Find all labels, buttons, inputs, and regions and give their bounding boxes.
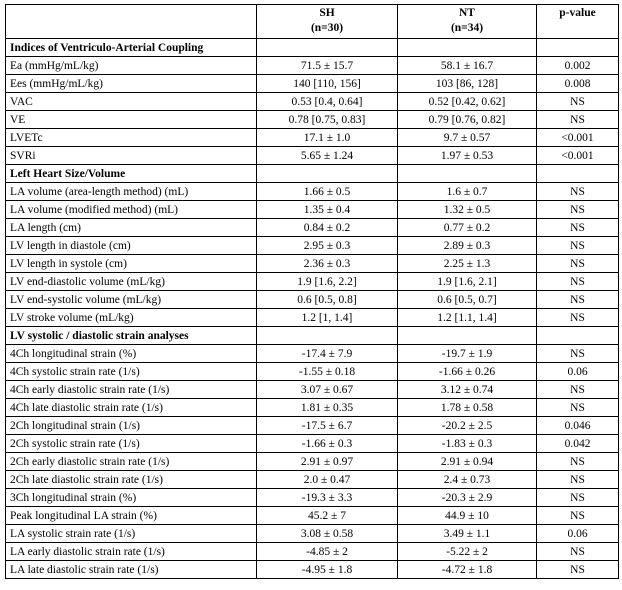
table-row	[6, 453, 619, 471]
row-label: LVETc	[6, 129, 257, 147]
table-header	[6, 5, 619, 39]
table-row	[6, 273, 619, 291]
nt-value: 1.78 ± 0.58	[398, 399, 537, 417]
table-row	[6, 219, 619, 237]
p-value: NS	[537, 237, 619, 255]
section-empty-cell	[398, 39, 537, 57]
header-p-value: p-value	[537, 5, 619, 39]
header-parameter	[6, 5, 257, 39]
nt-value: 1.32 ± 0.5	[398, 201, 537, 219]
nt-value: 1.97 ± 0.53	[398, 147, 537, 165]
sh-value: 0.78 [0.75, 0.83]	[257, 111, 398, 129]
row-label: 2Ch late diastolic strain rate (1/s)	[6, 471, 257, 489]
table-row	[6, 363, 619, 381]
table-row	[6, 255, 619, 273]
table-row	[6, 381, 619, 399]
row-label: 4Ch late diastolic strain rate (1/s)	[6, 399, 257, 417]
table-row	[6, 291, 619, 309]
table-row	[6, 561, 619, 579]
row-label: 4Ch longitudinal strain (%)	[6, 345, 257, 363]
nt-value: 0.79 [0.76, 0.82]	[398, 111, 537, 129]
table-row	[6, 345, 619, 363]
nt-value: -20.3 ± 2.9	[398, 489, 537, 507]
p-value: 0.008	[537, 75, 619, 93]
p-value: NS	[537, 489, 619, 507]
row-label: 2Ch longitudinal strain (1/s)	[6, 417, 257, 435]
p-value: 0.002	[537, 57, 619, 75]
p-value: NS	[537, 183, 619, 201]
section-empty-cell	[398, 327, 537, 345]
table-row	[6, 471, 619, 489]
sh-value: 2.36 ± 0.3	[257, 255, 398, 273]
sh-value: -19.3 ± 3.3	[257, 489, 398, 507]
nt-value: 9.7 ± 0.57	[398, 129, 537, 147]
header-sh-label: SH	[319, 7, 335, 19]
row-label: LA systolic strain rate (1/s)	[6, 525, 257, 543]
sh-value: 1.81 ± 0.35	[257, 399, 398, 417]
sh-value: -1.66 ± 0.3	[257, 435, 398, 453]
table-row	[6, 525, 619, 543]
p-value: NS	[537, 111, 619, 129]
row-label: Ees (mmHg/mL/kg)	[6, 75, 257, 93]
row-label: LV stroke volume (mL/kg)	[6, 309, 257, 327]
table-row	[6, 489, 619, 507]
nt-value: 58.1 ± 16.7	[398, 57, 537, 75]
table-row	[6, 201, 619, 219]
row-label: LA early diastolic strain rate (1/s)	[6, 543, 257, 561]
row-label: LA volume (modified method) (mL)	[6, 201, 257, 219]
table-row	[6, 417, 619, 435]
table-row	[6, 399, 619, 417]
sh-value: 0.53 [0.4, 0.64]	[257, 93, 398, 111]
header-nt-label: NT	[459, 7, 475, 19]
row-label: SVRi	[6, 147, 257, 165]
table-row	[6, 237, 619, 255]
nt-value: 2.89 ± 0.3	[398, 237, 537, 255]
sh-value: 17.1 ± 1.0	[257, 129, 398, 147]
row-label: VAC	[6, 93, 257, 111]
section-title: Indices of Ventriculo-Arterial Coupling	[6, 39, 257, 57]
row-label: 4Ch early diastolic strain rate (1/s)	[6, 381, 257, 399]
section-empty-cell	[537, 327, 619, 345]
nt-value: -4.72 ± 1.8	[398, 561, 537, 579]
nt-value: -1.83 ± 0.3	[398, 435, 537, 453]
table-row	[6, 435, 619, 453]
sh-value: -4.85 ± 2	[257, 543, 398, 561]
section-empty-cell	[257, 165, 398, 183]
nt-value: 0.52 [0.42, 0.62]	[398, 93, 537, 111]
row-label: VE	[6, 111, 257, 129]
sh-value: -17.5 ± 6.7	[257, 417, 398, 435]
row-label: LV end-diastolic volume (mL/kg)	[6, 273, 257, 291]
section-title: LV systolic / diastolic strain analyses	[6, 327, 257, 345]
section-header-row	[6, 165, 619, 183]
table-row	[6, 309, 619, 327]
p-value: NS	[537, 453, 619, 471]
p-value: NS	[537, 309, 619, 327]
table-row	[6, 507, 619, 525]
sh-value: 1.35 ± 0.4	[257, 201, 398, 219]
row-label: LA late diastolic strain rate (1/s)	[6, 561, 257, 579]
table-row	[6, 75, 619, 93]
p-value: NS	[537, 381, 619, 399]
p-value: NS	[537, 93, 619, 111]
sh-value: 5.65 ± 1.24	[257, 147, 398, 165]
table-row	[6, 183, 619, 201]
nt-value: 1.2 [1.1, 1.4]	[398, 309, 537, 327]
nt-value: 2.91 ± 0.94	[398, 453, 537, 471]
row-label: Ea (mmHg/mL/kg)	[6, 57, 257, 75]
p-value: NS	[537, 507, 619, 525]
row-label: 2Ch early diastolic strain rate (1/s)	[6, 453, 257, 471]
sh-value: 45.2 ± 7	[257, 507, 398, 525]
p-value: 0.042	[537, 435, 619, 453]
nt-value: 0.6 [0.5, 0.7]	[398, 291, 537, 309]
nt-value: 2.4 ± 0.73	[398, 471, 537, 489]
p-value: NS	[537, 273, 619, 291]
nt-value: -20.2 ± 2.5	[398, 417, 537, 435]
p-value: NS	[537, 201, 619, 219]
section-title: Left Heart Size/Volume	[6, 165, 257, 183]
sh-value: -17.4 ± 7.9	[257, 345, 398, 363]
table-row	[6, 543, 619, 561]
section-empty-cell	[257, 327, 398, 345]
p-value: NS	[537, 255, 619, 273]
row-label: 4Ch systolic strain rate (1/s)	[6, 363, 257, 381]
row-label: LA length (cm)	[6, 219, 257, 237]
sh-value: 0.84 ± 0.2	[257, 219, 398, 237]
section-empty-cell	[398, 165, 537, 183]
p-value: <0.001	[537, 147, 619, 165]
p-value: NS	[537, 291, 619, 309]
row-label: Peak longitudinal LA strain (%)	[6, 507, 257, 525]
table-row	[6, 111, 619, 129]
sh-value: 2.91 ± 0.97	[257, 453, 398, 471]
nt-value: 44.9 ± 10	[398, 507, 537, 525]
p-value: NS	[537, 345, 619, 363]
table-row	[6, 93, 619, 111]
sh-value: -4.95 ± 1.8	[257, 561, 398, 579]
nt-value: -1.66 ± 0.26	[398, 363, 537, 381]
sh-value: -1.55 ± 0.18	[257, 363, 398, 381]
p-value: NS	[537, 543, 619, 561]
table-row	[6, 129, 619, 147]
nt-value: 2.25 ± 1.3	[398, 255, 537, 273]
p-value: NS	[537, 471, 619, 489]
sh-value: 3.07 ± 0.67	[257, 381, 398, 399]
nt-value: 0.77 ± 0.2	[398, 219, 537, 237]
sh-value: 140 [110, 156]	[257, 75, 398, 93]
p-value: NS	[537, 219, 619, 237]
section-header-row	[6, 39, 619, 57]
results-table	[5, 4, 619, 579]
p-value: 0.06	[537, 363, 619, 381]
sh-value: 1.66 ± 0.5	[257, 183, 398, 201]
sh-value: 1.2 [1, 1.4]	[257, 309, 398, 327]
p-value: NS	[537, 561, 619, 579]
row-label: LV length in diastole (cm)	[6, 237, 257, 255]
section-empty-cell	[537, 165, 619, 183]
nt-value: -19.7 ± 1.9	[398, 345, 537, 363]
header-nt-n: (n=34)	[450, 22, 484, 34]
p-value: <0.001	[537, 129, 619, 147]
nt-value: 1.6 ± 0.7	[398, 183, 537, 201]
sh-value: 0.6 [0.5, 0.8]	[257, 291, 398, 309]
sh-value: 2.95 ± 0.3	[257, 237, 398, 255]
header-nt	[398, 5, 537, 39]
sh-value: 1.9 [1.6, 2.2]	[257, 273, 398, 291]
sh-value: 71.5 ± 15.7	[257, 57, 398, 75]
header-sh-n: (n=30)	[310, 22, 344, 34]
row-label: LV length in systole (cm)	[6, 255, 257, 273]
row-label: LA volume (area-length method) (mL)	[6, 183, 257, 201]
p-value: 0.06	[537, 525, 619, 543]
nt-value: 3.49 ± 1.1	[398, 525, 537, 543]
table-row	[6, 147, 619, 165]
nt-value: 103 [86, 128]	[398, 75, 537, 93]
sh-value: 3.08 ± 0.58	[257, 525, 398, 543]
sh-value: 2.0 ± 0.47	[257, 471, 398, 489]
table-body	[6, 39, 619, 579]
section-empty-cell	[537, 39, 619, 57]
nt-value: -5.22 ± 2	[398, 543, 537, 561]
row-label: 2Ch systolic strain rate (1/s)	[6, 435, 257, 453]
section-header-row	[6, 327, 619, 345]
section-empty-cell	[257, 39, 398, 57]
table-row	[6, 57, 619, 75]
p-value: NS	[537, 399, 619, 417]
p-value: 0.046	[537, 417, 619, 435]
row-label: 3Ch longitudinal strain (%)	[6, 489, 257, 507]
nt-value: 3.12 ± 0.74	[398, 381, 537, 399]
nt-value: 1.9 [1.6, 2.1]	[398, 273, 537, 291]
row-label: LV end-systolic volume (mL/kg)	[6, 291, 257, 309]
header-sh	[257, 5, 398, 39]
